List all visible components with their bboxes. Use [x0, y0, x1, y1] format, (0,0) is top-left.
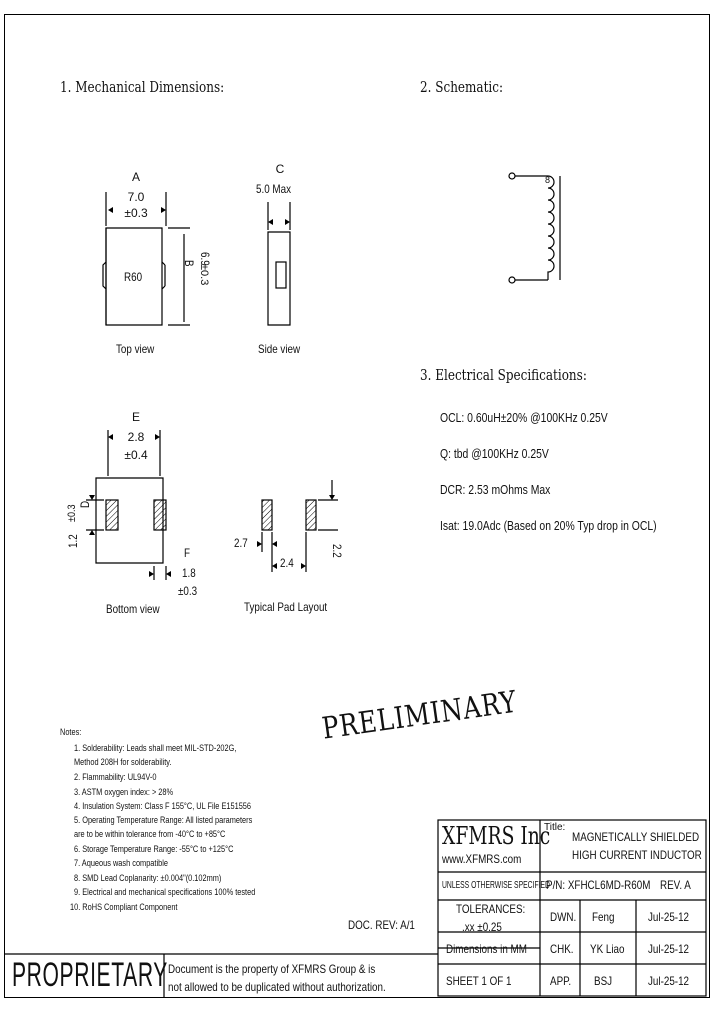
row-chk-name: YK Liao — [590, 942, 625, 956]
pad-dim-c: 2.2 — [330, 544, 344, 558]
bottom-dim-letter: E — [131, 410, 140, 424]
revision: REV. A — [660, 878, 691, 892]
part-number: P/N: XFHCL6MD-R60M — [546, 878, 651, 892]
top-view-marking: R60 — [124, 270, 143, 284]
tolerance-value: .xx ±0.25 — [462, 920, 502, 934]
note-1: 1. Solderability: Leads shall meet MIL-STD-202G, — [74, 743, 237, 753]
note-10: 10. RoHS Compliant Component — [70, 902, 178, 912]
note-3: 3. ASTM oxygen index: > 28% — [74, 787, 174, 797]
row-dwn-name: Feng — [592, 910, 615, 924]
side-view-terminal — [276, 262, 286, 288]
side-view-caption: Side view — [258, 342, 301, 356]
title-line-1: MAGNETICALLY SHIELDED — [572, 830, 700, 844]
top-side-letter: B — [182, 260, 196, 267]
pad-dim-a: 2.7 — [234, 536, 248, 550]
company-website: www.XFMRS.com — [442, 852, 522, 866]
pad-left — [262, 500, 272, 530]
side-view-body — [268, 232, 290, 325]
note-7: 7. Aqueous wash compatible — [74, 858, 168, 868]
row-dwn-date: Jul-25-12 — [648, 910, 690, 924]
company-name: XFMRS Inc — [442, 822, 551, 850]
title-label: Title: — [544, 822, 566, 833]
note-8: 8. SMD Lead Coplanarity: ±0.004"(0.102mm) — [74, 873, 222, 883]
heading-mechanical: 1. Mechanical Dimensions: — [60, 78, 225, 96]
top-side-value: 6.9 — [198, 252, 212, 266]
note-5: 5. Operating Temperature Range: All listed parameters — [74, 815, 253, 825]
top-side-tol: ±0.3 — [198, 264, 210, 286]
bottom-dim-tol: ±0.4 — [124, 448, 148, 462]
spec-ocl: OCL: 0.60uH±20% @100KHz 0.25V — [440, 410, 608, 425]
pad-layout-caption: Typical Pad Layout — [244, 600, 328, 614]
pad-right — [306, 500, 316, 530]
row-chk-role: CHK. — [550, 942, 574, 956]
schematic-dot-label: 8 — [545, 175, 551, 185]
bottom-f-letter: F — [184, 546, 191, 560]
row-chk-date: Jul-25-12 — [648, 942, 690, 956]
row-app-date: Jul-25-12 — [648, 974, 690, 988]
row-dwn-role: DWN. — [550, 910, 577, 924]
schematic-diagram — [509, 173, 560, 283]
side-dim-value: 5.0 Max — [256, 182, 292, 196]
note-6: 6. Storage Temperature Range: -55°C to +125°C — [74, 844, 234, 854]
note-5b: are to be within tolerance from -40°C to +85°C — [74, 829, 226, 839]
top-dim-value: 7.0 — [127, 190, 145, 204]
pad-dim-b: 2.4 — [280, 556, 294, 570]
proprietary-label: PROPRIETARY — [12, 956, 168, 994]
heading-schematic: 2. Schematic: — [420, 78, 503, 96]
bottom-f-value: 1.8 — [182, 566, 196, 580]
top-dim-tol: ±0.3 — [124, 206, 148, 220]
note-1b: Method 208H for solderability. — [74, 757, 172, 767]
spec-q: Q: tbd @100KHz 0.25V — [440, 446, 549, 461]
dimensions-unit: Dimensions in MM — [446, 942, 527, 956]
bottom-side-value: 1.2 — [66, 534, 80, 548]
side-dim-letter: C — [275, 162, 285, 176]
note-9: 9. Electrical and mechanical specifications 100% tested — [74, 887, 256, 897]
bottom-view-caption: Bottom view — [106, 602, 160, 616]
top-view-caption: Top view — [116, 342, 155, 356]
note-2: 2. Flammability: UL94V-0 — [74, 772, 157, 782]
bottom-side-letter: D — [78, 500, 92, 508]
preliminary-watermark: PRELIMINARY — [320, 684, 520, 747]
top-dim-letter: A — [131, 170, 140, 184]
row-app-name: BSJ — [594, 974, 613, 988]
spec-dcr: DCR: 2.53 mOhms Max — [440, 482, 551, 497]
heading-electrical: 3. Electrical Specifications: — [420, 366, 587, 384]
unless-specified: UNLESS OTHERWISE SPECIFIED — [442, 880, 550, 891]
tolerances-label: TOLERANCES: — [456, 902, 526, 916]
notes-title: Notes: — [60, 727, 82, 737]
proprietary-line-2: not allowed to be duplicated without authorization. — [168, 980, 386, 994]
bottom-side-tol: ±0.3 — [66, 504, 78, 522]
title-line-2: HIGH CURRENT INDUCTOR — [572, 848, 702, 862]
sheet-count: SHEET 1 OF 1 — [446, 974, 512, 988]
bottom-dim-value: 2.8 — [127, 430, 145, 444]
row-app-role: APP. — [550, 974, 572, 988]
spec-isat: Isat: 19.0Adc (Based on 20% Typ drop in OCL) — [440, 518, 657, 533]
proprietary-line-1: Document is the property of XFMRS Group & is — [168, 962, 376, 976]
doc-rev: DOC. REV: A/1 — [348, 918, 415, 932]
note-4: 4. Insulation System: Class F 155°C, UL File E151556 — [74, 801, 252, 811]
bottom-f-tol: ±0.3 — [178, 584, 198, 598]
